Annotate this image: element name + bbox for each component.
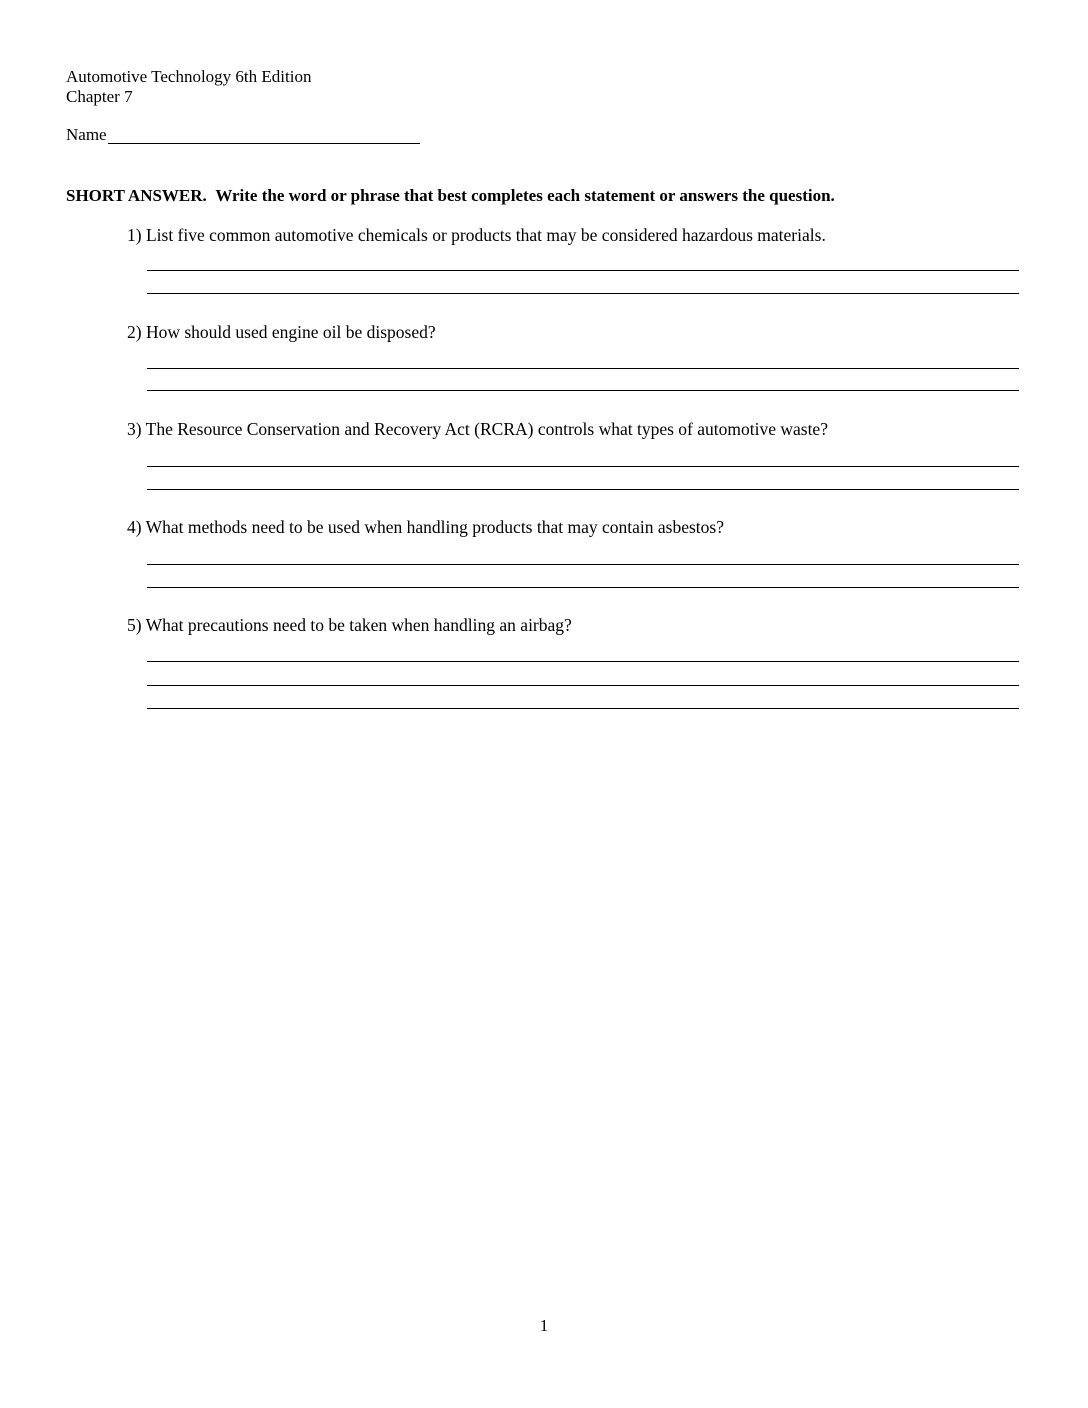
question-number: 5)	[127, 615, 142, 635]
section-instructions	[66, 186, 835, 206]
question-text: What precautions need to be taken when handling an airbag?	[145, 615, 572, 635]
answer-line[interactable]	[147, 587, 1019, 588]
chapter-label: Chapter 7	[66, 87, 133, 106]
answer-line[interactable]	[147, 293, 1019, 294]
question-text: List five common automotive chemicals or products that may be considered hazardous materials.	[145, 225, 826, 245]
answer-line[interactable]	[147, 564, 1019, 565]
answer-line[interactable]	[147, 368, 1019, 369]
question-text: What methods need to be used when handling products that may contain asbestos?	[145, 517, 724, 537]
book-title: Automotive Technology 6th Edition	[66, 67, 312, 86]
section-heading: SHORT ANSWER.	[66, 186, 207, 205]
name-label: Name	[66, 125, 107, 144]
question-number: 3)	[127, 419, 142, 439]
question-3	[127, 418, 828, 440]
question-number: 1)	[127, 225, 142, 245]
question-number: 2)	[127, 322, 142, 342]
answer-line[interactable]	[147, 661, 1019, 662]
answer-line[interactable]	[147, 390, 1019, 391]
answer-line[interactable]	[147, 489, 1019, 490]
question-text: The Resource Conservation and Recovery Act (RCRA) controls what types of automotive waste?	[145, 419, 828, 439]
question-2	[127, 321, 436, 343]
answer-line[interactable]	[147, 685, 1019, 686]
question-text: How should used engine oil be disposed?	[145, 322, 436, 342]
answer-line[interactable]	[147, 708, 1019, 709]
name-field[interactable]	[108, 143, 420, 144]
question-1	[127, 224, 826, 246]
question-number: 4)	[127, 517, 142, 537]
question-5	[127, 614, 572, 636]
answer-line[interactable]	[147, 270, 1019, 271]
section-instruction-text: Write the word or phrase that best completes each statement or answers the question.	[215, 186, 835, 205]
answer-line[interactable]	[147, 466, 1019, 467]
page-number: 1	[539, 1316, 549, 1335]
question-4	[127, 516, 724, 538]
